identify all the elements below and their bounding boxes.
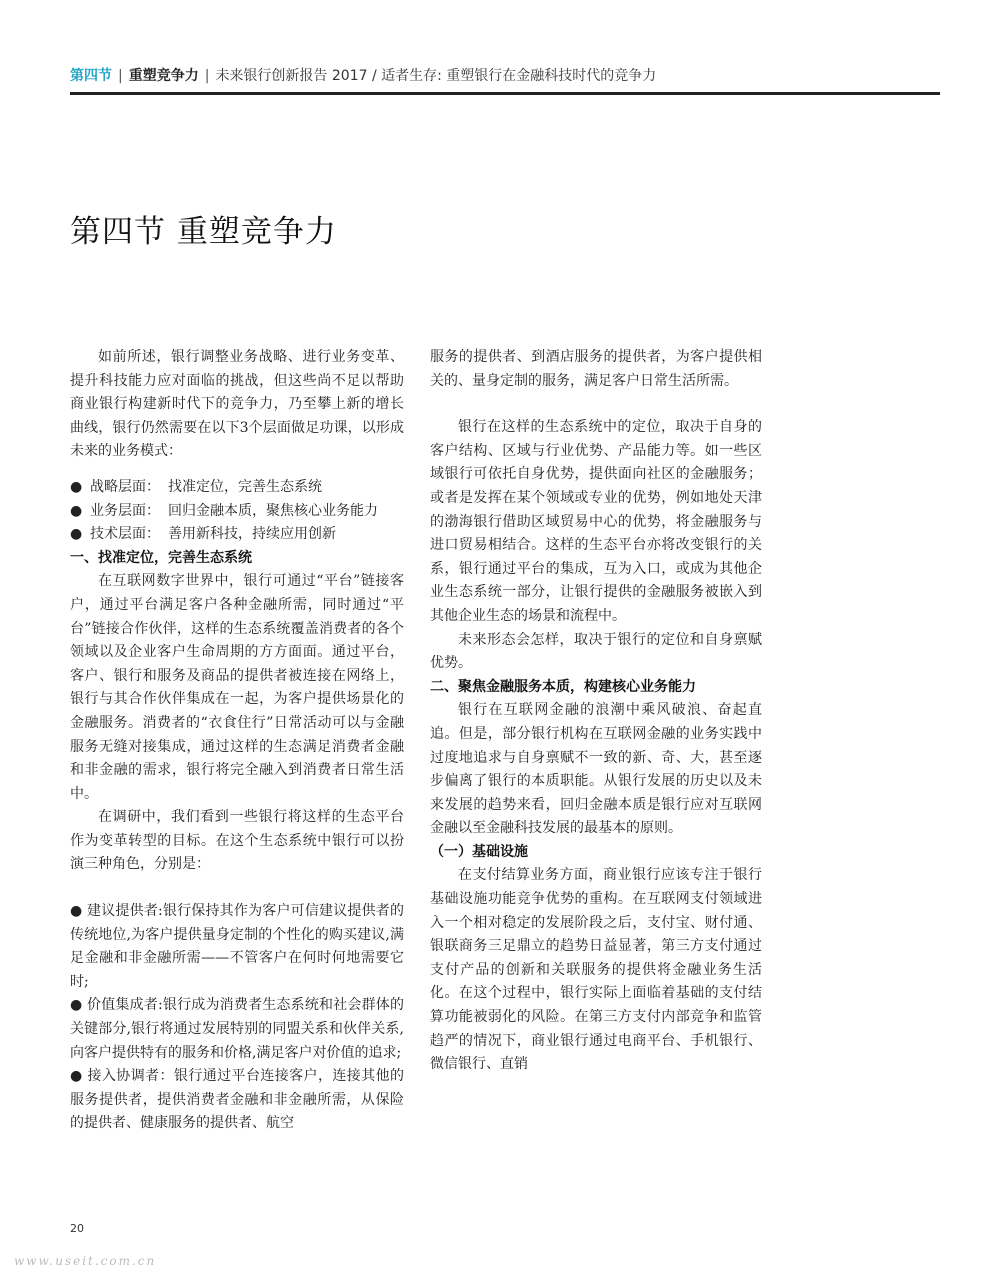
list-item: ● 接入协调者：银行通过平台连接客户，连接其他的服务提供者，提供消费者金融和非金融所需，从保险的提供者、健康服务的提供者、航空 (70, 1068, 404, 1132)
header-divider: | (118, 68, 123, 84)
bullet-label: 业务层面： (90, 502, 160, 519)
list-item (70, 476, 404, 500)
header-section: 第四节 (70, 68, 112, 84)
header-divider: | (204, 68, 210, 84)
list-item (70, 523, 404, 547)
section-heading-1: 一、找准定位，完善生态系统 (70, 549, 252, 566)
bullet-text: 善用新科技，持续应用创新 (168, 526, 336, 543)
section-heading-2: 二、聚焦金融服务本质，构建核心业务能力 (430, 678, 696, 695)
bullet-label: 战略层面： (90, 478, 160, 495)
header-report-title: 未来银行创新报告 2017 / 适者生存: 重塑银行在金融科技时代的竞争力 (215, 68, 657, 84)
body-paragraph: 银行在互联网金融的浪潮中乘风破浪、奋起直追。但是，部分银行机构在互联网金融的业务实践中过度地追求与自身禀赋不一致的新、奇、大，甚至逐步偏离了银行的本质职能。从银行发展的历史以及未来发展的趋势来看，回归金融本质是银行应对互联网金融以至金融科技发展的最基本的原则。 (430, 702, 762, 837)
left-column (70, 346, 404, 1136)
bullet-icon: ● (70, 502, 83, 519)
list-item: ● 建议提供者:银行保持其作为客户可信建议提供者的传统地位,为客户提供量身定制的个性化的购买建议,满足金融和非金融所需——不管客户在何时何地需要它时; (70, 903, 404, 990)
bullet-text: 找准定位，完善生态系统 (168, 478, 322, 495)
list-item: ● 价值集成者:银行成为消费者生态系统和社会群体的关键部分,银行将通过发展特别的同盟关系和伙伴关系,向客户提供特有的服务和价格,满足客户对价值的追求; (70, 997, 404, 1061)
body-paragraph: 在支付结算业务方面，商业银行应该专注于银行基础设施功能竞争优势的重构。在互联网支付领域进入一个相对稳定的发展阶段之后，支付宝、财付通、银联商务三足鼎立的趋势日益显著，第三方支付通过支付产品的创新和关联服务的提供将金融业务生活化。在这个过程中，银行实际上面临着基础的支付结算功能被弱化的风险。在第三方支付内部竞争和监管趋严的情况下，商业银行通过电商平台、手机银行、微信银行、直销 (430, 867, 762, 1073)
page-title: 第四节 重塑竞争力 (70, 214, 337, 250)
header-section-title: 重塑竞争力 (128, 68, 199, 84)
body-paragraph: 未来形态会怎样，取决于银行的定位和自身禀赋优势。 (430, 631, 762, 672)
watermark: www.useit.com.cn (14, 1254, 157, 1268)
bullet-icon: ● (70, 478, 83, 495)
body-paragraph: 在调研中，我们看到一些银行将这样的生态平台作为变革转型的目标。在这个生态系统中银行可以扮演三种角色，分别是： (70, 809, 404, 873)
role-list (70, 900, 404, 1136)
list-item (70, 500, 404, 524)
running-header (70, 66, 940, 86)
bullet-icon: ● (70, 526, 83, 543)
bullet-text: 回归金融本质，聚焦核心业务能力 (168, 502, 378, 519)
intro-paragraph: 如前所述，银行调整业务战略、进行业务变革、提升科技能力应对面临的挑战，但这些尚不足以帮助商业银行构建新时代下的竞争力，乃至攀上新的增长曲线，银行仍然需要在以下3个层面做足功课，以形成未来的业务模式： (70, 349, 404, 460)
bullet-list (70, 476, 404, 547)
body-paragraph: 银行在这样的生态系统中的定位，取决于自身的客户结构、区域与行业优势、产品能力等。如一些区域银行可依托自身优势，提供面向社区的金融服务；或者是发挥在某个领域或专业的优势，例如地处天津的渤海银行借助区域贸易中心的优势，将金融服务与进口贸易相结合。这样的生态平台亦将改变银行的关系，银行通过平台的集成，互为入口，或成为其他企业生态系统一部分，让银行提供的金融服务被嵌入到其他企业生态的场景和流程中。 (430, 419, 762, 624)
subsection-heading: （一）基础设施 (430, 843, 528, 860)
right-column (430, 346, 762, 1077)
continued-paragraph: 服务的提供者、到酒店服务的提供者，为客户提供相关的、量身定制的服务，满足客户日常生活所需。 (430, 349, 762, 389)
bullet-label: 技术层面： (90, 526, 160, 543)
body-paragraph: 在互联网数字世界中，银行可通过“平台”链接客户，通过平台满足客户各种金融所需，同时通过“平台”链接合作伙伴，这样的生态系统覆盖消费者的各个领域以及企业客户生命周期的方方面面。通过平台，客户、银行和服务及商品的提供者被连接在网络上，银行与其合作伙伴集成在一起，为客户提供场景化的金融服务。消费者的“衣食住行”日常活动可以与金融服务无缝对接集成，通过这样的生态满足消费者金融和非金融的需求，银行将完全融入到消费者日常生活中。 (70, 573, 404, 802)
page-number: 20 (70, 1222, 84, 1235)
header-rule (70, 92, 940, 95)
